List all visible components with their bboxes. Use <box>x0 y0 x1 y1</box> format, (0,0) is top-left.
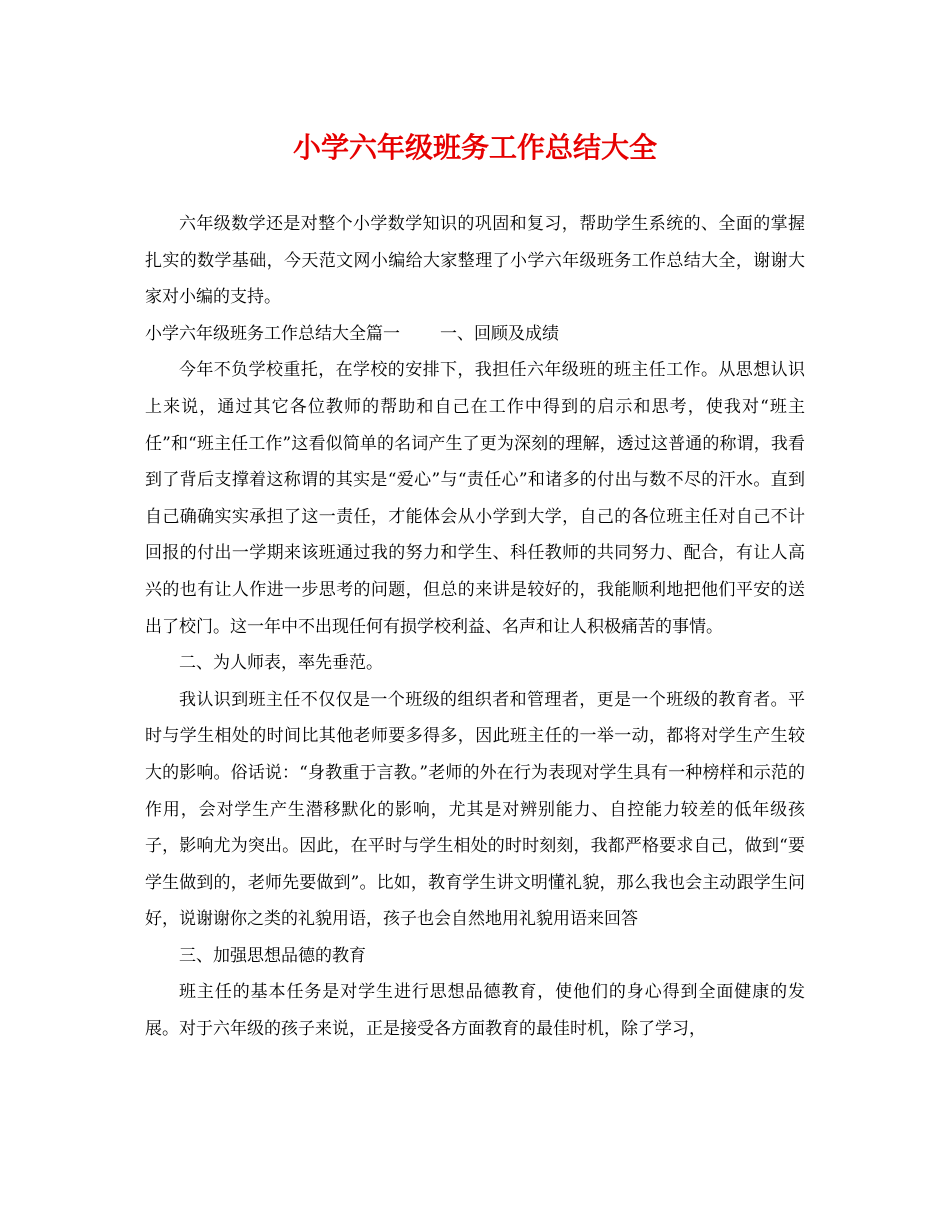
section3-heading: 三、加强思想品德的教育 <box>179 945 366 966</box>
section2-body: 我认识到班主任不仅仅是一个班级的组织者和管理者，更是一个班级的教育者。平时与学生相处的时间比其他老师要多得多，因此班主任的一举一动，都将对学生产生较大的影响。俗话说：“身教重于言教。”老师的外在行为表现对学生具有一种榜样和示范的作用，会对学生产生潜移默化的影响，尤其是对辨别能力、自控能力较差的低年级孩子，影响尤为突出。因此，在平时与学生相处的时时刻刻，我都严格要求自己，做到“要学生做到的，老师先要做到”。比如，教育学生讲文明懂礼貌，那么我也会主动跟学生问好，说谢谢你之类的礼貌用语，孩子也会自然地用礼貌用语来回答 <box>145 689 805 930</box>
section1-body: 今年不负学校重托，在学校的安排下，我担任六年级班的班主任工作。从思想认识上来说，通过其它各位教师的帮助和自己在工作中得到的启示和思考，使我对“班主任”和“班主任工作”这看似简单的名词产生了更为深刻的理解，透过这普通的称谓，我看到了背后支撑着这称谓的其实是“爱心”与“责任心”和诸多的付出与数不尽的汗水。直到自己确确实实承担了这一责任，才能体会从小学到大学，自己的各位班主任对自己不计回报的付出一学期来该班通过我的努力和学生、科任教师的共同努力、配合，有让人高兴的也有让人作进一步思考的问题，但总的来讲是较好的，我能顺利地把他们平安的送出了校门。这一年中不出现任何有损学校利益、名声和让人积极痛苦的事情。 <box>145 360 805 637</box>
article-title: 小学六年级班务工作总结大全篇一 <box>145 323 400 344</box>
section2-heading: 二、为人师表，率先垂范。 <box>179 653 383 674</box>
document-body <box>145 206 805 1048</box>
section1-heading: 一、回顾及成绩 <box>440 323 559 344</box>
section3-body: 班主任的基本任务是对学生进行思想品德教育，使他们的身心得到全面健康的发展。对于六年级的孩子来说，正是接受各方面教育的最佳时机，除了学习， <box>145 982 805 1040</box>
article-heading-line <box>145 316 805 353</box>
document-title: 小学六年级班务工作总结大全 <box>292 131 657 164</box>
intro-paragraph: 六年级数学还是对整个小学数学知识的巩固和复习，帮助学生系统的、全面的掌握扎实的数学基础，今天范文网小编给大家整理了小学六年级班务工作总结大全，谢谢大家对小编的支持。 <box>145 214 805 308</box>
